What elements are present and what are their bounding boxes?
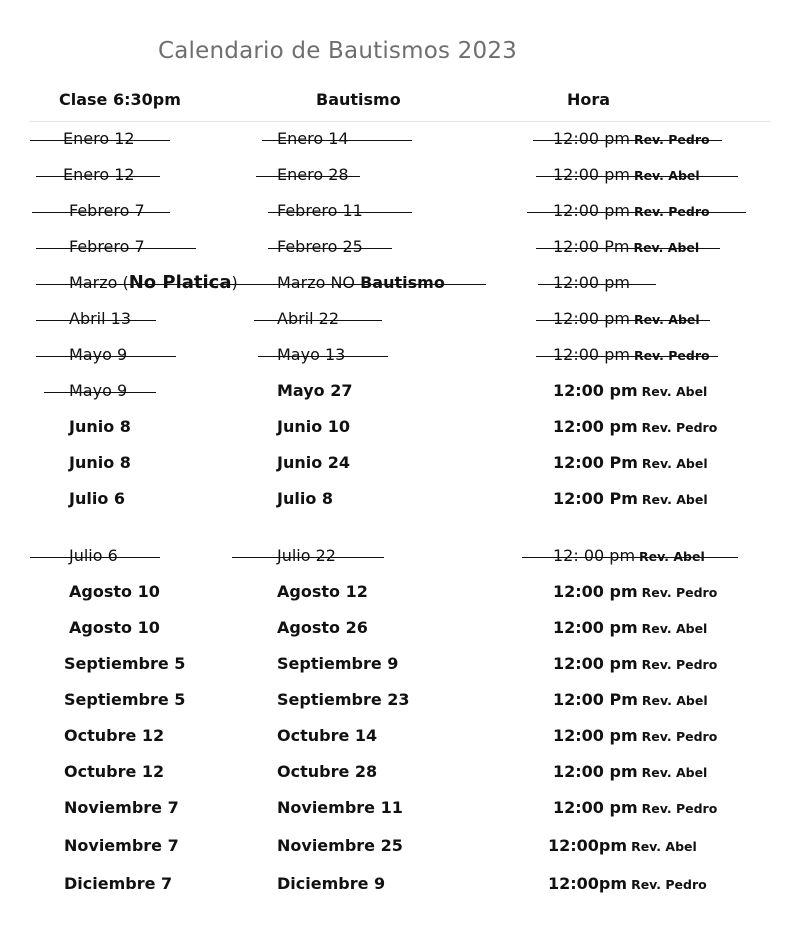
reverend-name: Rev. Pedro [641, 585, 718, 600]
table-row [0, 162, 800, 192]
hora-cell [553, 270, 630, 296]
clase-cell: Julio 6 [69, 546, 118, 565]
bautismo-cell: Diciembre 9 [277, 874, 386, 893]
bautismo-cell: Septiembre 23 [277, 690, 410, 709]
table-row [0, 378, 800, 408]
bautismo-cell: Julio 8 [277, 489, 334, 508]
reverend-name: Rev. Abel [641, 621, 708, 636]
strikethrough-line [536, 356, 718, 357]
hora-cell [553, 723, 717, 750]
bautismo-text: Bautismo [360, 273, 445, 292]
hora-cell [553, 795, 717, 822]
table-row [0, 759, 800, 789]
table-row [0, 651, 800, 681]
reverend-name: Rev. Abel [641, 384, 708, 399]
hora-text: 12:00 pm [553, 618, 638, 637]
strikethrough-line [44, 392, 156, 393]
clase-cell: Diciembre 7 [64, 874, 173, 893]
hora-text: 12:00 pm [553, 654, 638, 673]
header-divider [30, 121, 770, 122]
strikethrough-line [522, 557, 738, 558]
table-row [0, 414, 800, 444]
reverend-name: Rev. Abel [631, 839, 697, 854]
header-hora: Hora [567, 90, 611, 109]
strikethrough-line [36, 320, 156, 321]
clase-cell: Febrero 7 [69, 237, 145, 256]
hora-text: 12: 00 pm [553, 546, 636, 565]
bautismo-cell: Noviembre 25 [277, 836, 403, 855]
bautismo-cell: Octubre 28 [277, 762, 378, 781]
hora-cell [553, 486, 708, 513]
hora-cell [553, 414, 717, 441]
clase-text: ) [231, 273, 238, 292]
clase-cell: Junio 8 [69, 417, 131, 436]
reverend-name: Rev. Pedro [633, 204, 710, 219]
bautismo-cell: Octubre 14 [277, 726, 378, 745]
hora-text: 12:00 pm [553, 165, 630, 184]
clase-cell: Noviembre 7 [64, 798, 179, 817]
table-row [0, 486, 800, 516]
bautismo-cell: Junio 10 [277, 417, 351, 436]
strikethrough-line [30, 140, 170, 141]
hora-cell [553, 687, 708, 714]
clase-cell: Enero 12 [63, 165, 135, 184]
clase-cell [69, 270, 238, 296]
strikethrough-line [533, 140, 722, 141]
table-row [0, 543, 800, 573]
strikethrough-line [30, 557, 160, 558]
strikethrough-line [527, 212, 746, 213]
reverend-name: Rev. Pedro [641, 657, 718, 672]
hora-text: 12:00 pm [553, 726, 638, 745]
bautismo-cell: Mayo 27 [277, 381, 353, 400]
clase-cell: Octubre 12 [64, 762, 165, 781]
clase-cell: Octubre 12 [64, 726, 165, 745]
hora-text: 12:00pm [548, 836, 628, 855]
hora-cell [553, 450, 708, 477]
strikethrough-line [536, 248, 720, 249]
reverend-name: Rev. Pedro [633, 348, 710, 363]
bautismo-cell: Septiembre 9 [277, 654, 399, 673]
hora-text: 12:00 pm [553, 273, 630, 292]
clase-text: Marzo ( [69, 273, 129, 292]
strikethrough-line [262, 284, 486, 285]
bautismo-cell: Agosto 12 [277, 582, 368, 601]
clase-cell: Mayo 9 [69, 381, 128, 400]
strikethrough-line [32, 212, 170, 213]
clase-cell: Agosto 10 [69, 618, 160, 637]
hora-text: 12:00 Pm [553, 237, 630, 256]
strikethrough-line [36, 176, 160, 177]
hora-text: 12:00 pm [553, 201, 630, 220]
clase-cell: Mayo 9 [69, 345, 128, 364]
table-row [0, 687, 800, 717]
bautismo-cell: Julio 22 [277, 546, 336, 565]
hora-text: 12:00 pm [553, 417, 638, 436]
table-row [0, 833, 800, 863]
reverend-name: Rev. Abel [641, 492, 708, 507]
bautismo-cell: Mayo 13 [277, 345, 346, 364]
clase-cell: Abril 13 [69, 309, 132, 328]
table-row [0, 270, 800, 300]
reverend-name: Rev. Pedro [633, 132, 710, 147]
bautismo-cell: Enero 28 [277, 165, 349, 184]
hora-cell [553, 579, 717, 606]
reverend-name: Rev. Abel [639, 549, 705, 564]
table-row [0, 234, 800, 264]
reverend-name: Rev. Abel [641, 693, 708, 708]
bautismo-cell: Agosto 26 [277, 618, 368, 637]
header-bautismo: Bautismo [316, 90, 401, 109]
hora-text: 12:00 Pm [553, 489, 638, 508]
reverend-name: Rev. Pedro [631, 877, 707, 892]
hora-text: 12:00 pm [553, 762, 638, 781]
table-row [0, 579, 800, 609]
strikethrough-line [256, 176, 360, 177]
hora-text: 12:00 pm [553, 582, 638, 601]
bautismo-cell: Febrero 11 [277, 201, 363, 220]
strikethrough-line [254, 320, 382, 321]
clase-cell: Noviembre 7 [64, 836, 179, 855]
hora-text: 12:00 pm [553, 129, 630, 148]
hora-text: 12:00 pm [553, 345, 630, 364]
bautismo-cell: Febrero 25 [277, 237, 363, 256]
reverend-name: Rev. Pedro [641, 801, 718, 816]
reverend-name: Rev. Pedro [641, 420, 718, 435]
clase-cell: Enero 12 [63, 129, 135, 148]
table-row [0, 723, 800, 753]
table-row [0, 198, 800, 228]
reverend-name: Rev. Abel [633, 168, 700, 183]
reverend-name: Rev. Abel [633, 240, 700, 255]
strikethrough-line [36, 248, 196, 249]
hora-cell [553, 615, 707, 642]
strikethrough-line [36, 284, 262, 285]
table-row [0, 795, 800, 825]
strikethrough-line [258, 356, 388, 357]
strikethrough-line [538, 284, 656, 285]
bautismo-cell: Noviembre 11 [277, 798, 403, 817]
clase-cell: Junio 8 [69, 453, 131, 472]
clase-cell: Septiembre 5 [64, 654, 186, 673]
clase-cell: Septiembre 5 [64, 690, 186, 709]
table-row [0, 126, 800, 156]
table-row [0, 615, 800, 645]
bautismo-text: Marzo NO [277, 273, 361, 292]
clase-cell: Febrero 7 [69, 201, 145, 220]
strikethrough-line [268, 212, 412, 213]
hora-text: 12:00 pm [553, 798, 638, 817]
strikethrough-line [268, 248, 392, 249]
bautismo-cell: Enero 14 [277, 129, 349, 148]
reverend-name: Rev. Abel [641, 456, 708, 471]
page-title: Calendario de Bautismos 2023 [158, 38, 518, 64]
hora-cell [548, 871, 707, 898]
hora-text: 12:00 pm [553, 309, 630, 328]
table-row [0, 450, 800, 480]
bautismo-cell [277, 270, 445, 296]
clase-cell: Julio 6 [69, 489, 126, 508]
hora-text: 12:00pm [548, 874, 628, 893]
clase-cell: Agosto 10 [69, 582, 160, 601]
hora-text: 12:00 Pm [553, 453, 638, 472]
table-row [0, 871, 800, 901]
strikethrough-line [536, 320, 710, 321]
hora-cell [548, 833, 697, 860]
reverend-name: Rev. Abel [641, 765, 708, 780]
hora-cell [553, 759, 707, 786]
hora-text: 12:00 Pm [553, 690, 638, 709]
reverend-name: Rev. Pedro [641, 729, 718, 744]
hora-cell [553, 378, 707, 405]
strikethrough-line [36, 356, 176, 357]
table-row [0, 342, 800, 372]
strikethrough-line [232, 557, 384, 558]
no-platica-note: No Platica [128, 272, 232, 293]
hora-text: 12:00 pm [553, 381, 638, 400]
strikethrough-line [262, 140, 412, 141]
bautismo-cell: Abril 22 [277, 309, 340, 328]
reverend-name: Rev. Abel [633, 312, 700, 327]
strikethrough-line [536, 176, 738, 177]
table-row [0, 306, 800, 336]
header-clase: Clase 6:30pm [59, 90, 181, 109]
hora-cell [553, 651, 717, 678]
bautismo-cell: Junio 24 [277, 453, 351, 472]
